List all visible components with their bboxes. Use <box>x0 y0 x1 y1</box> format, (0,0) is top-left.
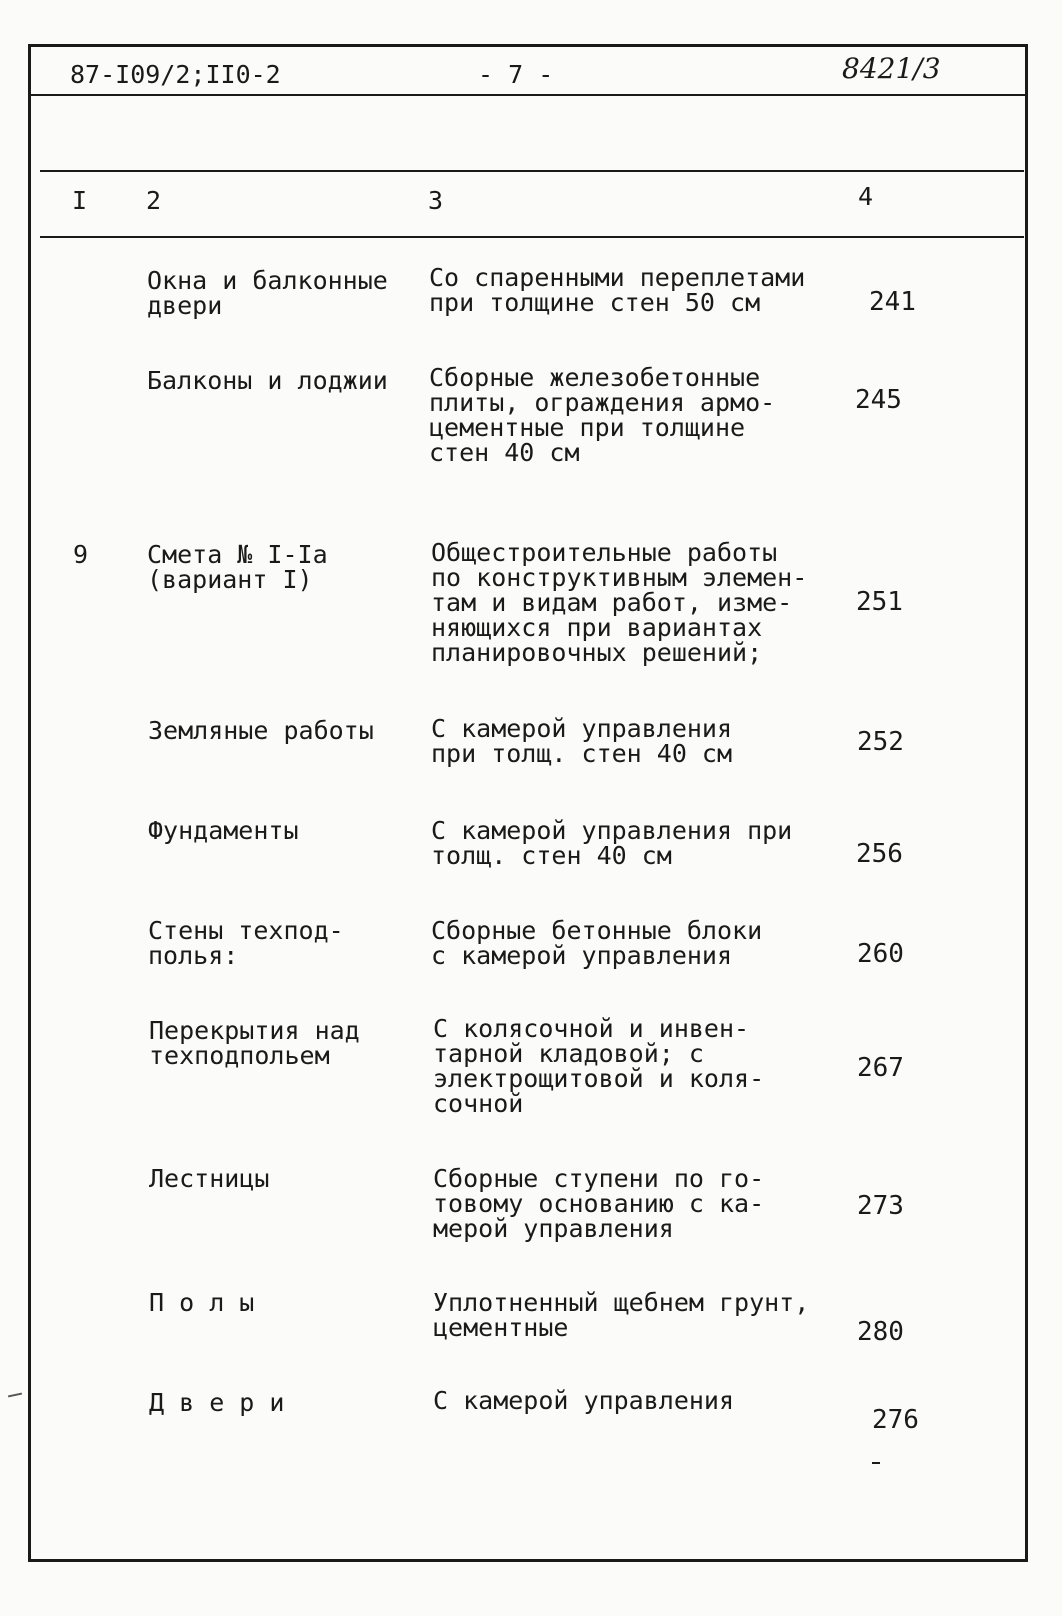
handwritten-number: 8421/3 <box>842 52 941 85</box>
table-row-1-description: Со спаренными переплетами при толщине стен 50 см <box>429 263 806 317</box>
header-rule <box>31 94 1025 96</box>
document-code: 87-I09/2;II0-2 <box>70 60 281 89</box>
table-row-5-description: С камерой управления при толщ. стен 40 см <box>431 816 793 870</box>
table-top-rule <box>40 170 1024 172</box>
table-row-5-page: 256 <box>856 839 903 869</box>
table-header-rule <box>40 236 1024 238</box>
column-header-2: 2 <box>146 186 162 215</box>
table-row-10-name: Д в е р и <box>149 1388 285 1417</box>
table-row-1-name: Окна и балконные двери <box>147 266 388 320</box>
table-row-7-name: Перекрытия над техподпольем <box>149 1016 360 1070</box>
column-header-4: 4 <box>858 182 874 211</box>
table-row-8-description: Сборные ступени по го- товому основанию с ка- мерой управления <box>433 1164 765 1243</box>
column-header-3: 3 <box>428 186 444 215</box>
table-row-6-description: Сборные бетонные блоки с камерой управления <box>431 916 763 970</box>
table-row-9-description: Уплотненный щебнем грунт, цементные <box>433 1288 810 1342</box>
table-row-6-name: Стены техпод- полья: <box>148 916 344 970</box>
table-row-7-description: С колясочной и инвен- тарной кладовой; с электрощитовой и коля- сочной <box>433 1014 765 1118</box>
column-header-1: I <box>72 186 88 215</box>
table-row-8-page: 273 <box>857 1191 904 1221</box>
table-row-8-name: Лестницы <box>149 1164 270 1193</box>
table-row-3-page: 251 <box>856 587 903 617</box>
table-row-4-page: 252 <box>857 727 904 757</box>
end-dash <box>872 1462 880 1464</box>
table-row-4-description: С камерой управления при толщ. стен 40 см <box>431 714 733 768</box>
table-row-6-page: 260 <box>857 939 904 969</box>
table-row-2-description: Сборные железобетонные плиты, ограждения армо- цементные при толщине стен 40 см <box>429 363 776 467</box>
page-number: - 7 - <box>478 60 554 89</box>
table-row-4-name: Земляные работы <box>148 716 374 745</box>
table-row-3-number: 9 <box>73 540 89 569</box>
table-row-3-name: Смета № I-Iа (вариант I) <box>147 540 328 594</box>
table-row-2-page: 245 <box>855 385 902 415</box>
table-row-7-page: 267 <box>857 1053 904 1083</box>
table-row-9-name: П о л ы <box>149 1288 255 1317</box>
table-row-1-page: 241 <box>869 287 916 317</box>
table-row-10-page: 276 <box>872 1405 919 1435</box>
margin-mark <box>8 1393 22 1398</box>
table-row-2-name: Балконы и лоджии <box>147 366 388 395</box>
table-row-5-name: Фундаменты <box>148 816 299 845</box>
table-row-10-description: С камерой управления <box>433 1386 735 1415</box>
table-row-3-description: Общестроительные работы по конструктивным элемен- там и видам работ, изме- няющихся при вариантах планировочных решений; <box>431 538 808 667</box>
table-row-9-page: 280 <box>857 1317 904 1347</box>
